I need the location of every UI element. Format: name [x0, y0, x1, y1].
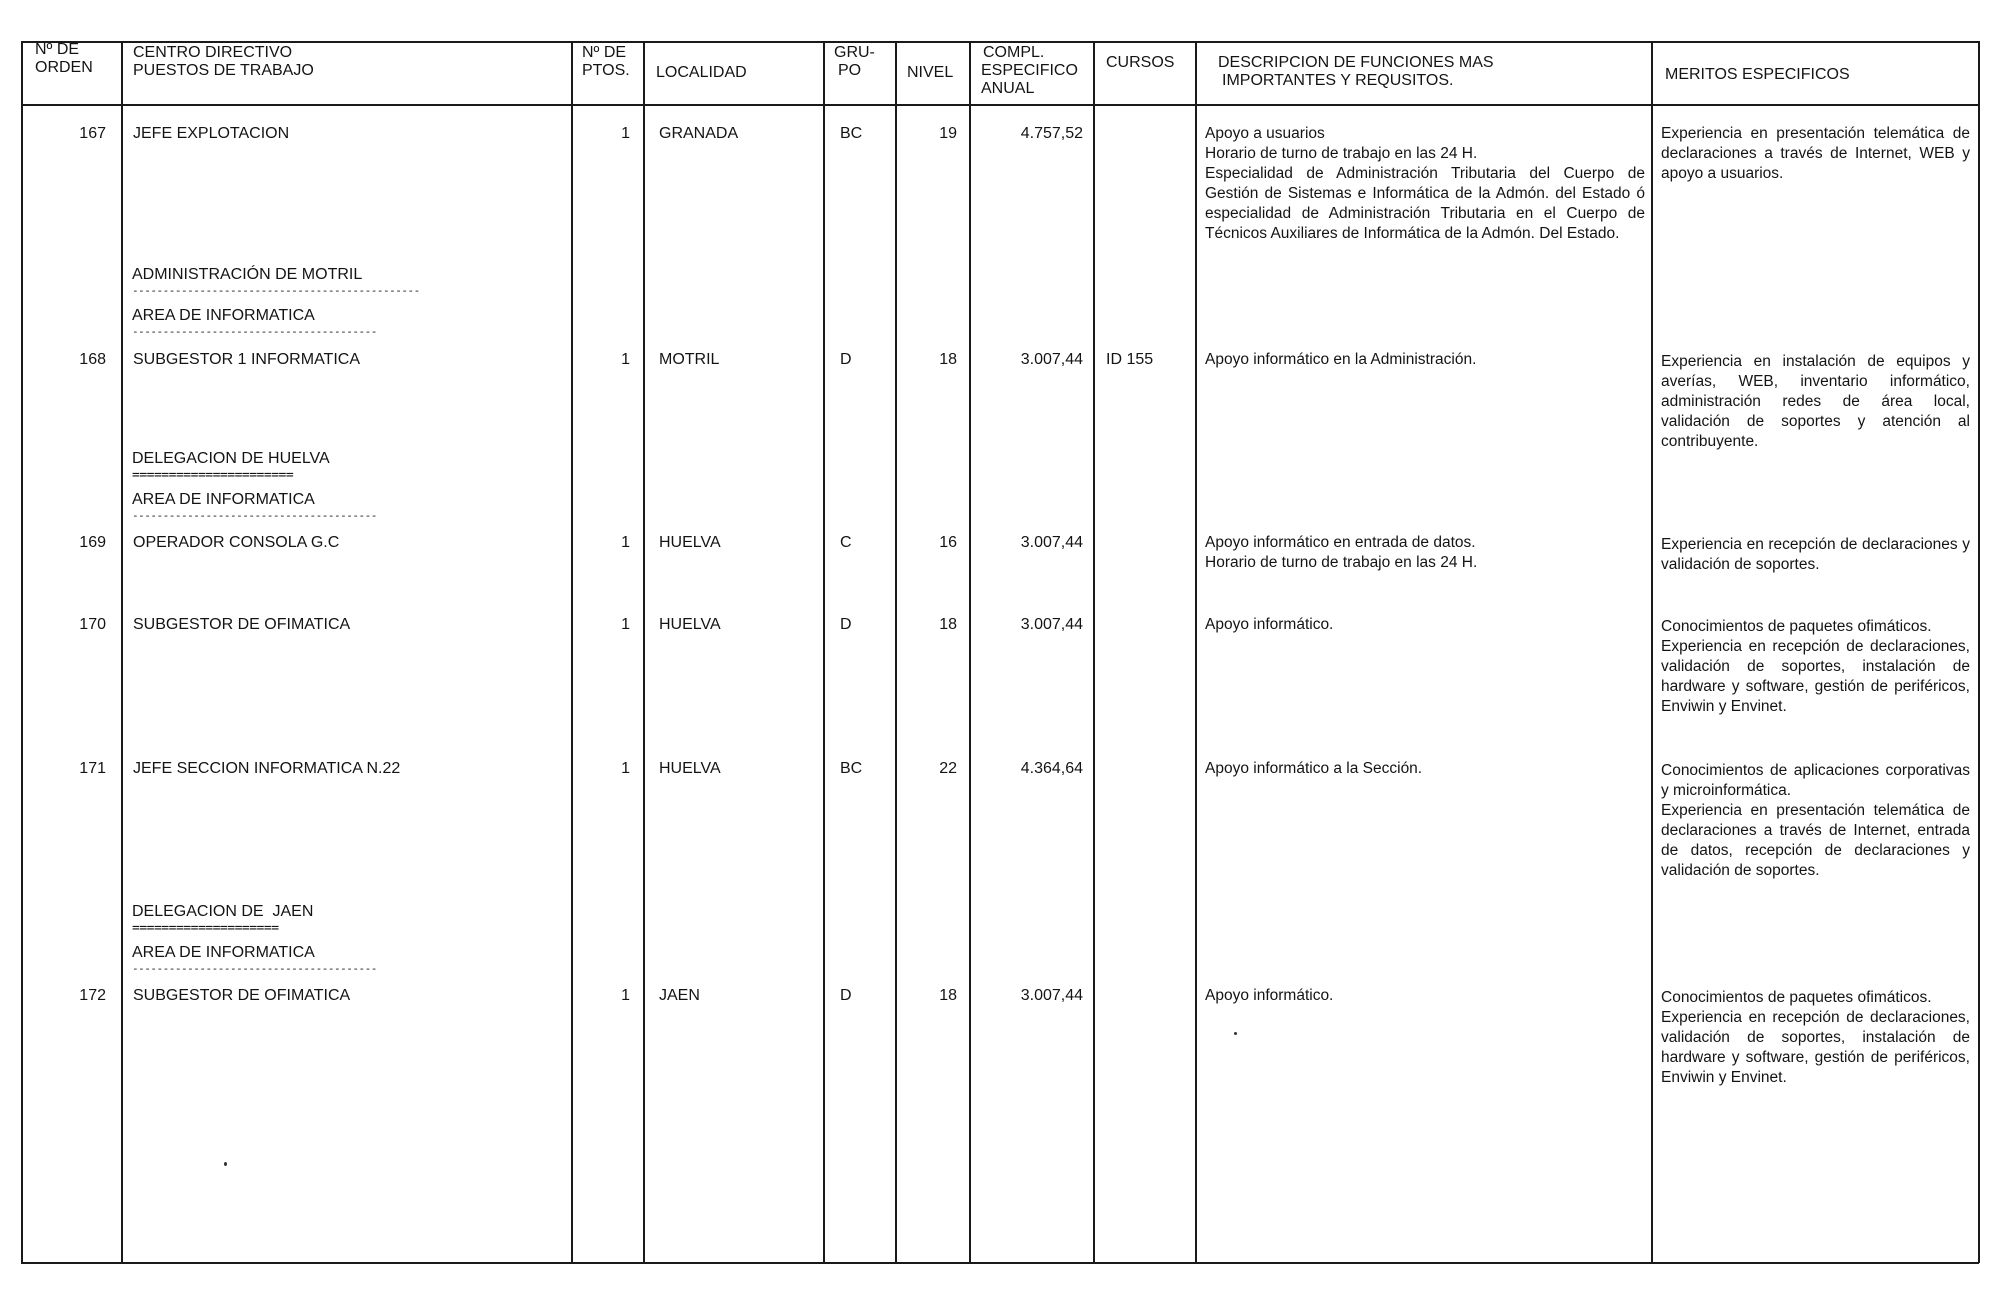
row-orden: 167: [79, 125, 106, 142]
row-compl: 4.757,52: [1020, 125, 1083, 142]
row-puesto: SUBGESTOR DE OFIMATICA: [133, 987, 351, 1004]
row-meritos: [1661, 617, 1970, 717]
descripcion-line: Apoyo informático en la Administración.: [1205, 351, 1477, 368]
descripcion-line: Horario de turno de trabajo en las 24 H.: [1205, 554, 1478, 571]
meritos-line: Experiencia en recepción de declaraciones, validación de soportes, instalación de hardware y software, gestión de periféricos, Enviwin y Envinet.: [1661, 638, 1970, 715]
column-divider: [969, 41, 971, 1263]
meritos-line: Conocimientos de aplicaciones corporativas y microinformática.: [1661, 762, 1970, 799]
row-descripcion: [1205, 615, 1645, 635]
section-area: AREA DE INFORMATICA: [132, 307, 315, 324]
table-bottom-border: [21, 1262, 1979, 1264]
meritos-line: Experiencia en instalación de equipos y averías, WEB, inventario informático, administración redes de área local, validación de soportes y atención al contribuyente.: [1661, 353, 1970, 450]
row-ptos: 1: [621, 351, 630, 368]
row-meritos: [1661, 124, 1970, 184]
scan-speck: [224, 1162, 227, 1166]
row-meritos: [1661, 535, 1970, 575]
row-ptos: 1: [621, 125, 630, 142]
row-puesto: SUBGESTOR DE OFIMATICA: [133, 616, 351, 633]
descripcion-line: Apoyo informático a la Sección.: [1205, 760, 1423, 777]
section-area: AREA DE INFORMATICA: [132, 944, 315, 961]
meritos-line: Experiencia en recepción de declaraciones, validación de soportes, instalación de hardware y software, gestión de periféricos, Enviwin y Envinet.: [1661, 1009, 1970, 1086]
section-title: DELEGACION DE HUELVA: [132, 450, 330, 467]
meritos-line: Experiencia en recepción de declaraciones y validación de soportes.: [1661, 536, 1970, 573]
header-orden: [35, 41, 93, 77]
row-descripcion: [1205, 986, 1645, 1006]
header-descripcion-line: DESCRIPCION DE FUNCIONES MAS: [1218, 54, 1494, 71]
row-orden: 170: [79, 616, 106, 633]
row-localidad: HUELVA: [659, 760, 721, 777]
header-centro: [133, 44, 314, 80]
section-area: AREA DE INFORMATICA: [132, 491, 315, 508]
section-title: DELEGACION DE JAEN: [132, 903, 314, 920]
meritos-line: Conocimientos de paquetes ofimáticos.: [1661, 618, 1932, 635]
header-bottom-border: [21, 104, 1979, 106]
meritos-line: Conocimientos de paquetes ofimáticos.: [1661, 989, 1932, 1006]
row-localidad: HUELVA: [659, 534, 721, 551]
column-divider: [823, 41, 825, 1263]
row-descripcion: [1205, 350, 1645, 370]
header-grupo: [834, 44, 875, 80]
header-ptos: [582, 44, 630, 80]
descripcion-line: Apoyo informático.: [1205, 616, 1334, 633]
header-orden-line: Nº DE: [35, 41, 80, 58]
row-nivel: 18: [939, 987, 957, 1004]
row-ptos: 1: [621, 760, 630, 777]
row-ptos: 1: [621, 616, 630, 633]
header-cursos: CURSOS: [1106, 54, 1175, 71]
row-orden: 172: [79, 987, 106, 1004]
row-localidad: GRANADA: [659, 125, 739, 142]
scan-speck: [1234, 1032, 1237, 1035]
header-centro-line: CENTRO DIRECTIVO: [133, 44, 293, 61]
row-orden: 168: [79, 351, 106, 368]
meritos-line: Experiencia en presentación telemática de declaraciones a través de Internet, entrada de datos, recepción de declaraciones y validación de soportes.: [1661, 802, 1970, 879]
section-title: ADMINISTRACIÓN DE MOTRIL: [132, 266, 363, 283]
row-orden: 169: [79, 534, 106, 551]
row-descripcion: [1205, 759, 1645, 779]
section-area-underline: ----------------------------------------: [132, 962, 377, 975]
header-compl-line: ANUAL: [981, 80, 1035, 97]
header-grupo-line: GRU-: [834, 44, 875, 61]
column-divider: [643, 41, 645, 1263]
row-grupo: D: [840, 616, 852, 633]
header-descripcion-line: IMPORTANTES Y REQUSITOS.: [1222, 72, 1454, 89]
header-descripcion: [1218, 54, 1494, 90]
column-divider: [21, 41, 23, 1263]
column-divider: [1093, 41, 1095, 1263]
row-compl: 3.007,44: [1020, 534, 1083, 551]
row-nivel: 18: [939, 616, 957, 633]
header-compl-line: COMPL.: [983, 44, 1045, 61]
header-ptos-line: PTOS.: [582, 62, 630, 79]
header-localidad: LOCALIDAD: [656, 64, 747, 81]
row-grupo: D: [840, 987, 852, 1004]
row-descripcion: [1205, 124, 1645, 244]
section-underline: ====================: [132, 921, 279, 936]
descripcion-line: Apoyo a usuarios: [1205, 125, 1325, 142]
row-meritos: [1661, 988, 1970, 1088]
header-grupo-line: PO: [838, 62, 862, 79]
descripcion-line: Especialidad de Administración Tributaria del Cuerpo de Gestión de Sistemas e Informática de la Admón. del Estado ó especialidad de Administración Tributaria en el Cuerpo de Técnicos Auxiliares de Informática de la Admón. Del Estado.: [1205, 165, 1645, 242]
row-localidad: HUELVA: [659, 616, 721, 633]
descripcion-line: Apoyo informático.: [1205, 987, 1334, 1004]
row-compl: 4.364,64: [1020, 760, 1083, 777]
row-localidad: JAEN: [659, 987, 700, 1004]
row-ptos: 1: [621, 987, 630, 1004]
row-grupo: C: [840, 534, 852, 551]
row-grupo: BC: [840, 760, 863, 777]
row-nivel: 18: [939, 351, 957, 368]
row-grupo: BC: [840, 125, 863, 142]
row-nivel: 22: [939, 760, 957, 777]
row-compl: 3.007,44: [1020, 616, 1083, 633]
row-puesto: JEFE SECCION INFORMATICA N.22: [133, 760, 401, 777]
table-top-border: [21, 41, 1979, 43]
column-divider: [121, 41, 123, 1263]
section-underline: -----------------------------------------------: [132, 284, 420, 297]
row-puesto: SUBGESTOR 1 INFORMATICA: [133, 351, 360, 368]
header-centro-line: PUESTOS DE TRABAJO: [133, 62, 314, 79]
row-meritos: [1661, 352, 1970, 452]
row-localidad: MOTRIL: [659, 351, 720, 368]
row-compl: 3.007,44: [1020, 987, 1083, 1004]
row-ptos: 1: [621, 534, 630, 551]
row-orden: 171: [79, 760, 106, 777]
header-meritos: MERITOS ESPECIFICOS: [1665, 66, 1850, 83]
row-compl: 3.007,44: [1020, 351, 1083, 368]
row-nivel: 16: [939, 534, 957, 551]
section-area-underline: ----------------------------------------: [132, 325, 377, 338]
section-area-underline: ----------------------------------------: [132, 509, 377, 522]
header-ptos-line: Nº DE: [582, 44, 627, 61]
row-cursos: ID 155: [1106, 351, 1154, 368]
column-divider: [571, 41, 573, 1263]
row-meritos: [1661, 761, 1970, 881]
row-nivel: 19: [939, 125, 957, 142]
header-orden-line: ORDEN: [35, 59, 93, 76]
header-compl: [981, 44, 1078, 98]
column-divider: [1978, 41, 1980, 1263]
column-divider: [1651, 41, 1653, 1263]
row-descripcion: [1205, 533, 1645, 573]
column-divider: [1195, 41, 1197, 1263]
row-puesto: OPERADOR CONSOLA G.C: [133, 534, 340, 551]
descripcion-line: Apoyo informático en entrada de datos.: [1205, 534, 1476, 551]
meritos-line: Experiencia en presentación telemática de declaraciones a través de Internet, WEB y apoyo a usuarios.: [1661, 125, 1970, 182]
column-divider: [895, 41, 897, 1263]
header-nivel: NIVEL: [907, 64, 954, 81]
descripcion-line: Horario de turno de trabajo en las 24 H.: [1205, 145, 1478, 162]
section-underline: ======================: [132, 468, 294, 483]
row-grupo: D: [840, 351, 852, 368]
row-puesto: JEFE EXPLOTACION: [133, 125, 290, 142]
header-compl-line: ESPECIFICO: [981, 62, 1078, 79]
